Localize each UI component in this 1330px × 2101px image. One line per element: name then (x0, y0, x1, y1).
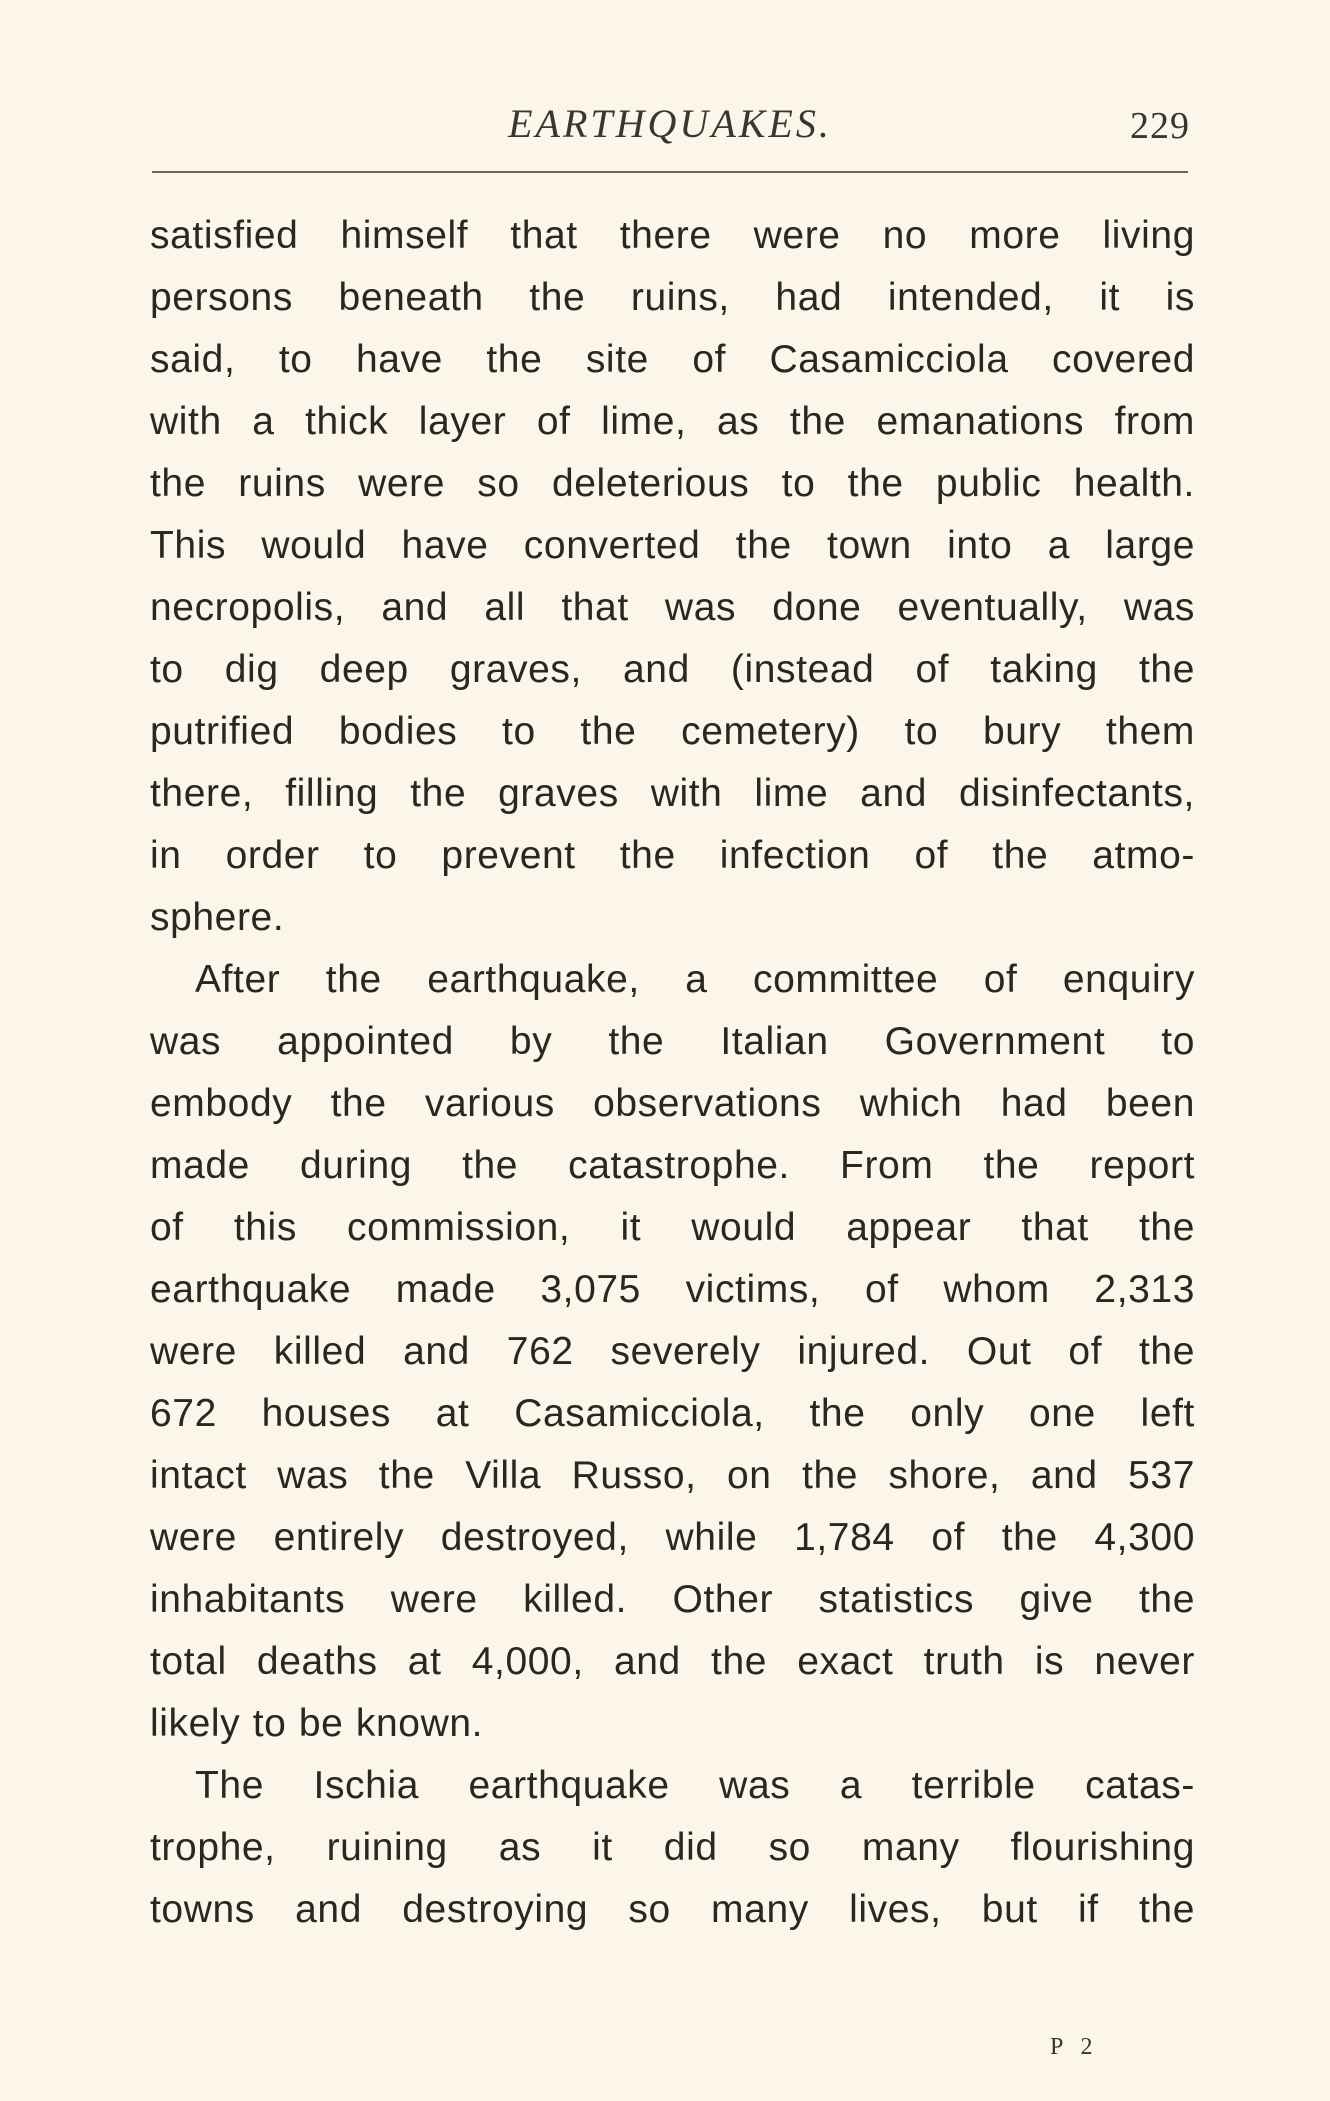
text-body (150, 205, 1195, 1941)
text-line: were killed and 762 severely injured. Out of the (150, 1330, 1195, 1373)
text-line: necropolis, and all that was done eventually, was (150, 586, 1195, 629)
running-head (150, 100, 1190, 160)
text-line: the ruins were so deleterious to the public health. (150, 462, 1195, 505)
signature-mark: P 2 (1050, 2034, 1099, 2060)
text-line: in order to prevent the infection of the atmo- (150, 834, 1195, 877)
text-line: said, to have the site of Casamicciola covered (150, 338, 1195, 381)
text-line: total deaths at 4,000, and the exact truth is never (150, 1640, 1195, 1683)
text-line: of this commission, it would appear that the (150, 1206, 1195, 1249)
text-line: satisfied himself that there were no more living (150, 214, 1195, 257)
text-line: towns and destroying so many lives, but if the (150, 1888, 1195, 1931)
text-line: The Ischia earthquake was a terrible catas- (195, 1764, 1195, 1807)
text-line: persons beneath the ruins, had intended, it is (150, 276, 1195, 319)
text-line: were entirely destroyed, while 1,784 of the 4,300 (150, 1516, 1195, 1559)
text-line: inhabitants were killed. Other statistics give the (150, 1578, 1195, 1621)
text-line: This would have converted the town into a large (150, 524, 1195, 567)
header-rule (152, 171, 1188, 173)
text-line: trophe, ruining as it did so many flourishing (150, 1826, 1195, 1869)
text-line: sphere. (150, 896, 285, 939)
text-line: was appointed by the Italian Government to (150, 1020, 1195, 1063)
text-line: with a thick layer of lime, as the emanations from (150, 400, 1195, 443)
text-line: earthquake made 3,075 victims, of whom 2,313 (150, 1268, 1195, 1311)
text-line: intact was the Villa Russo, on the shore, and 537 (150, 1454, 1195, 1497)
page-number: 229 (1130, 105, 1190, 147)
running-title: EARTHQUAKES. (508, 101, 832, 146)
text-line: 672 houses at Casamicciola, the only one left (150, 1392, 1195, 1435)
text-line: putrified bodies to the cemetery) to bury them (150, 710, 1195, 753)
text-line: to dig deep graves, and (instead of taking the (150, 648, 1195, 691)
text-line: After the earthquake, a committee of enquiry (195, 958, 1195, 1001)
text-line: there, filling the graves with lime and disinfectants, (150, 772, 1195, 815)
text-line: likely to be known. (150, 1702, 484, 1745)
text-line: made during the catastrophe. From the report (150, 1144, 1195, 1187)
text-line: embody the various observations which had been (150, 1082, 1195, 1125)
